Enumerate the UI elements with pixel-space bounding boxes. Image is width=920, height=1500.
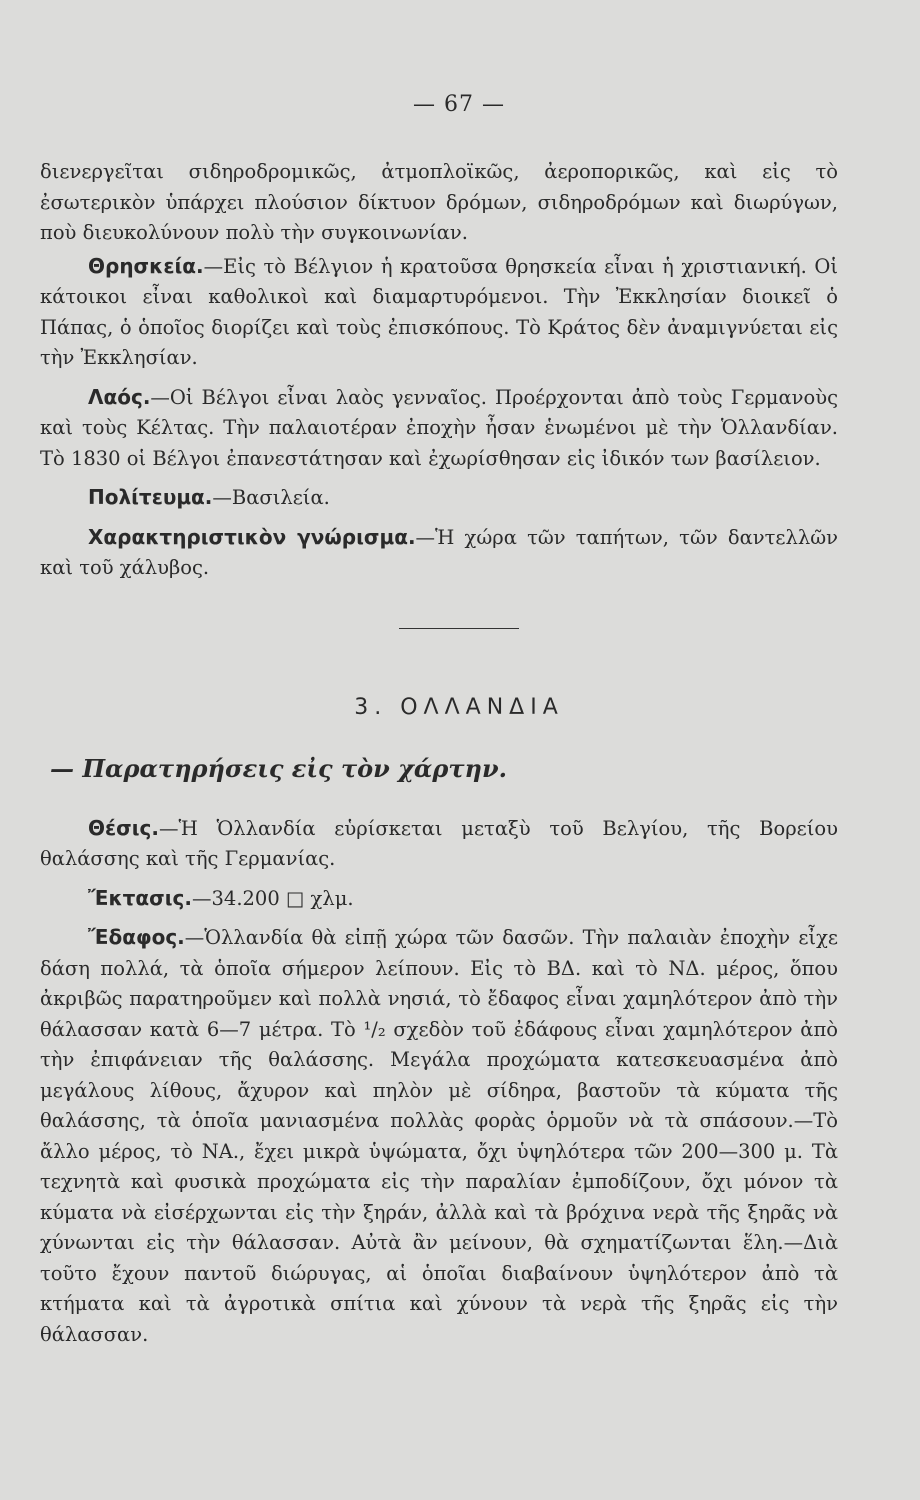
heading-position: Θέσις. <box>88 815 159 840</box>
heading-feature: Χαρακτηριστικὸν γνώρισμα. <box>88 524 416 549</box>
paragraph-religion <box>40 251 838 374</box>
paragraph-government <box>40 482 838 514</box>
heading-government: Πολίτευμα. <box>88 485 213 509</box>
paragraph-soil <box>40 922 838 1350</box>
text-position: —Ἡ Ὁλλανδία εὑρίσκεται μεταξὺ τοῦ Βελγίου, τῆς Βορείου θαλάσσης καὶ τῆς Γερμανίας. <box>40 816 838 870</box>
text-government: —Βασιλεία. <box>212 486 330 509</box>
text-soil: —Ὁλλανδία θὰ εἰπῇ χώρα τῶν δασῶν. Τὴν παλαιὰν ἐποχὴν εἶχε δάση πολλά, τὰ ὁποῖα σήμερον λείπουν. Εἰς τὸ ΒΔ. καὶ τὸ ΝΔ. μέρος, ὅπου ἀκριβῶς παρατηροῦμεν καὶ πολλὰ νησιά, τὸ ἔδαφος εἶναι χαμηλότερον ἀπὸ τὴν θάλασσαν κατὰ 6—7 μέτρα. Τὸ ¹/₂ σχεδὸν τοῦ ἐδάφους εἶναι χαμηλότερον ἀπὸ τὴν ἐπιφάνειαν τῆς θαλάσσης. Μεγάλα προχώματα κατεσκευασμένα ἀπὸ μεγάλους λίθους, ἄχυρον καὶ πηλὸν μὲ σίδηρα, βαστοῦν τὰ κύματα τῆς θαλάσσης, τὰ ὁποῖα μανιασμένα πολλὰς φορὰς ὁρμοῦν νὰ τὰ σπάσουν.—Τὸ ἄλλο μέρος, τὸ ΝΑ., ἔχει μικρὰ ὑψώματα, ὄχι ὑψηλότερα τῶν 200—300 μ. Τὰ τεχνητὰ καὶ φυσικὰ προχώματα εἰς τὴν παραλίαν ἐμποδίζουν, ὄχι μόνον τὰ κύματα νὰ εἰσέρχωνται εἰς τὴν ξηράν, ἀλλὰ καὶ τὰ βρόχινα νερὰ τῆς ξηρᾶς νὰ χύνωνται εἰς τὴν θάλασσαν. Αὐτὰ ἂν μείνουν, θὰ σχηματίζωνται ἕλη.—Διὰ τοῦτο ἔχουν παντοῦ διώρυγας, αἱ ὁποῖαι διαβαίνουν ὑψηλότερον ἀπὸ τὰ κτήματα καὶ τὰ ἀγροτικὰ σπίτια καὶ χύνουν τὰ νερὰ τῆς ξηρᾶς εἰς τὴν θάλασσαν. <box>40 926 838 1346</box>
text-feature: —Ἡ χώρα τῶν ταπήτων, τῶν δαντελλῶν καὶ τοῦ χάλυβος. <box>40 525 838 579</box>
section-divider <box>399 628 519 629</box>
heading-religion: Θρησκεία. <box>88 253 204 278</box>
paragraph-people <box>40 382 838 475</box>
text-religion: —Εἰς τὸ Βέλγιον ἡ κρατοῦσα θρησκεία εἶναι ἡ χριστιανική. Οἱ κάτοικοι εἶναι καθολικοὶ καὶ διαμαρτυρόμενοι. Τὴν Ἐκκλησίαν διοικεῖ ὁ Πάπας, ὁ ὁποῖος διορίζει καὶ τοὺς ἐπισκόπους. Τὸ Κράτος δὲν ἀναμιγνύεται εἰς τὴν Ἐκκλησίαν. <box>40 254 838 369</box>
text-area: —34.200 □ χλμ. <box>192 886 354 910</box>
heading-area: Ἔκτασις. <box>88 885 192 910</box>
heading-people: Λαός. <box>88 384 151 409</box>
page-number: — 67 — <box>413 92 505 117</box>
chapter-title: 3. ΟΛΛΑΝΔΙΑ <box>354 694 564 720</box>
section-subtitle: — Παρατηρήσεις εἰς τὸν χάρτην. <box>50 753 507 783</box>
paragraph-area <box>40 883 838 915</box>
paragraph-transport: διενεργεῖται σιδηροδρομικῶς, ἀτμοπλοϊκῶς, ἀεροπορικῶς, καὶ εἰς τὸ ἐσωτερικὸν ὑπάρχει πλούσιον δίκτυον δρόμων, σιδηροδρόμων καὶ διωρύγων, ποὺ διευκολύνουν πολὺ τὴν συγκοινωνίαν. <box>40 160 838 244</box>
text-people: —Οἱ Βέλγοι εἶναι λαὸς γενναῖος. Προέρχονται ἀπὸ τοὺς Γερμανοὺς καὶ τοὺς Κέλτας. Τὴν παλαιοτέραν ἐποχὴν ἦσαν ἑνωμένοι μὲ τὴν Ὁλλανδίαν. Τὸ 1830 οἱ Βέλγοι ἐπανεστάτησαν καὶ ἐχωρίσθησαν εἰς ἰδικόν των βασίλειον. <box>40 385 838 470</box>
paragraph-position <box>40 813 838 875</box>
heading-soil: Ἔδαφος. <box>88 925 185 949</box>
paragraph-feature <box>40 522 838 584</box>
